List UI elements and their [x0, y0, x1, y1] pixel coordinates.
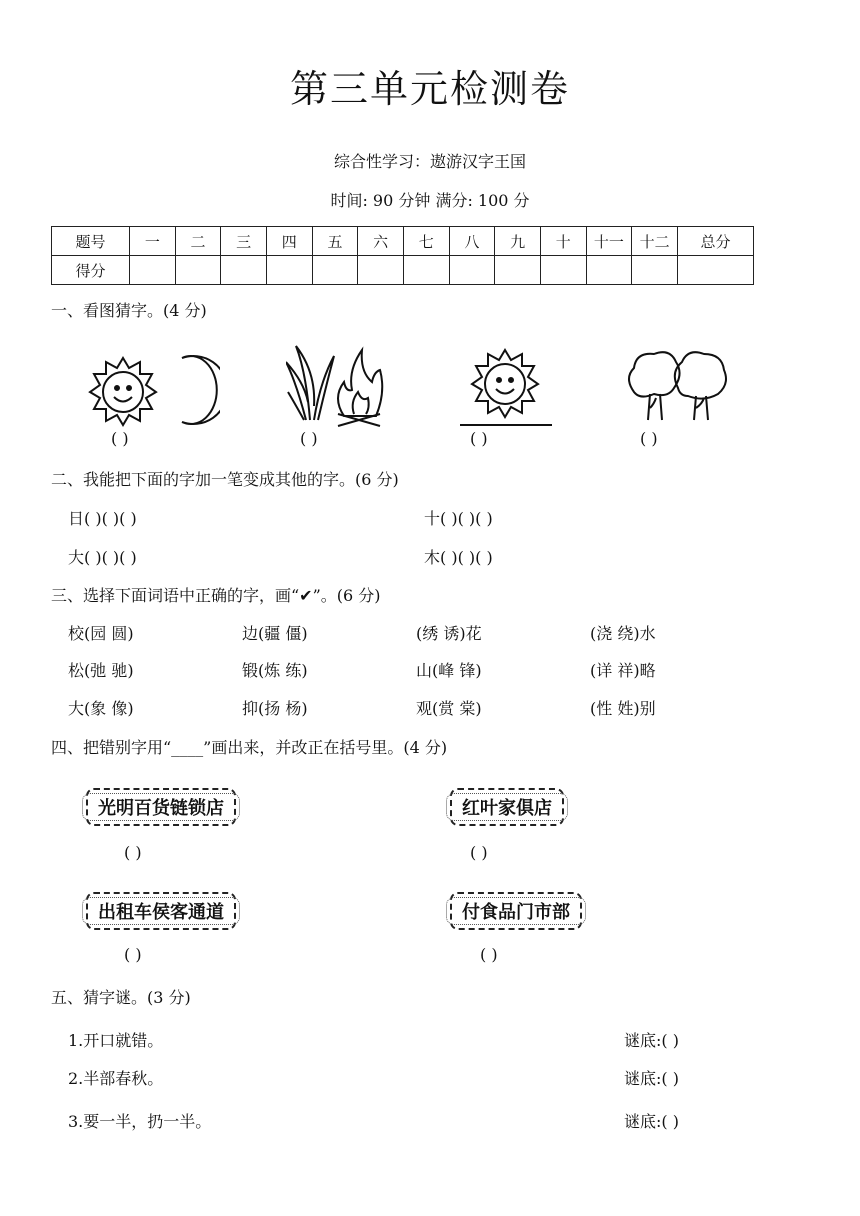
answer-paren[interactable]: ( ) [111, 429, 129, 448]
score-cell[interactable] [678, 256, 754, 285]
grass-fire-icon [286, 342, 386, 428]
score-cell[interactable] [266, 256, 312, 285]
two-trees-icon [624, 348, 730, 428]
page-title: 第三单元检测卷 [289, 67, 570, 111]
riddle-answer[interactable]: 谜底:( ) [624, 1031, 679, 1050]
table-cell: 七 [403, 227, 449, 256]
shop-sign[interactable]: 出租车侯客通道 [86, 892, 236, 930]
shop-sign[interactable]: 付食品门市部 [450, 892, 582, 930]
table-cell: 得分 [52, 256, 130, 285]
table-cell: 五 [312, 227, 358, 256]
add-stroke-row[interactable]: 十( )( )( ) [424, 509, 493, 528]
answer-paren[interactable]: ( ) [124, 945, 142, 964]
exam-meta: 时间: 90 分钟 满分: 100 分 [330, 191, 530, 210]
word-choice[interactable]: (浇 绕)水 [590, 624, 656, 643]
answer-paren[interactable]: ( ) [124, 843, 142, 862]
table-cell: 二 [175, 227, 221, 256]
score-cell[interactable] [358, 256, 404, 285]
riddle-answer[interactable]: 谜底:( ) [624, 1069, 679, 1088]
score-cell[interactable] [449, 256, 495, 285]
score-cell[interactable] [632, 256, 678, 285]
word-choice[interactable]: 山(峰 锋) [416, 661, 482, 680]
score-cell[interactable] [495, 256, 541, 285]
page-subtitle: 综合性学习：遨游汉字王国 [333, 152, 526, 171]
section-4-title: 四、把错别字用“____”画出来，并改正在括号里。(4 分) [51, 738, 448, 757]
riddle-answer[interactable]: 谜底:( ) [624, 1112, 679, 1131]
table-cell: 题号 [52, 227, 130, 256]
score-table-score-row [52, 256, 754, 285]
shop-sign[interactable]: 光明百货链锁店 [86, 788, 236, 826]
table-cell: 三 [221, 227, 267, 256]
answer-paren[interactable]: ( ) [480, 945, 498, 964]
word-choice[interactable]: 松(弛 驰) [68, 661, 134, 680]
sun-over-line-icon [456, 346, 556, 428]
add-stroke-row[interactable]: 日( )( )( ) [68, 509, 137, 528]
score-table [51, 226, 754, 285]
table-cell: 六 [358, 227, 404, 256]
table-cell: 总分 [678, 227, 754, 256]
table-cell: 四 [266, 227, 312, 256]
riddle-item: 2.半部春秋。 [68, 1069, 164, 1088]
score-cell[interactable] [175, 256, 221, 285]
section-5-title: 五、猜字谜。(3 分) [51, 988, 191, 1007]
table-cell: 十二 [632, 227, 678, 256]
word-choice[interactable]: 校(园 圆) [68, 624, 134, 643]
word-choice[interactable]: 抑(扬 杨) [242, 699, 308, 718]
word-choice[interactable]: (详 祥)略 [590, 661, 656, 680]
answer-paren[interactable]: ( ) [300, 429, 318, 448]
word-choice[interactable]: 大(象 像) [68, 699, 134, 718]
score-cell[interactable] [586, 256, 632, 285]
add-stroke-row[interactable]: 大( )( )( ) [68, 548, 137, 567]
word-choice[interactable]: 边(疆 僵) [242, 624, 308, 643]
score-cell[interactable] [403, 256, 449, 285]
section-3-title: 三、选择下面词语中正确的字，画“✔”。(6 分) [51, 586, 381, 605]
answer-paren[interactable]: ( ) [470, 429, 488, 448]
score-cell[interactable] [130, 256, 176, 285]
table-cell: 八 [449, 227, 495, 256]
table-cell: 十 [540, 227, 586, 256]
shop-sign[interactable]: 红叶家俱店 [450, 788, 564, 826]
riddle-item: 1.开口就错。 [68, 1031, 164, 1050]
table-cell: 十一 [586, 227, 632, 256]
section-1-title: 一、看图猜字。(4 分) [51, 301, 207, 320]
score-table-header-row [52, 227, 754, 256]
riddle-item: 3.要一半，扔一半。 [68, 1112, 212, 1131]
table-cell: 一 [130, 227, 176, 256]
answer-paren[interactable]: ( ) [640, 429, 658, 448]
score-cell[interactable] [312, 256, 358, 285]
word-choice[interactable]: (绣 诱)花 [416, 624, 482, 643]
word-choice[interactable]: 锻(炼 练) [242, 661, 308, 680]
word-choice[interactable]: (性 姓)别 [590, 699, 656, 718]
score-cell[interactable] [540, 256, 586, 285]
sun-moon-icon [80, 352, 220, 428]
word-choice[interactable]: 观(赏 棠) [416, 699, 482, 718]
answer-paren[interactable]: ( ) [470, 843, 488, 862]
table-cell: 九 [495, 227, 541, 256]
score-cell[interactable] [221, 256, 267, 285]
section-2-title: 二、我能把下面的字加一笔变成其他的字。(6 分) [51, 470, 399, 489]
add-stroke-row[interactable]: 木( )( )( ) [424, 548, 493, 567]
